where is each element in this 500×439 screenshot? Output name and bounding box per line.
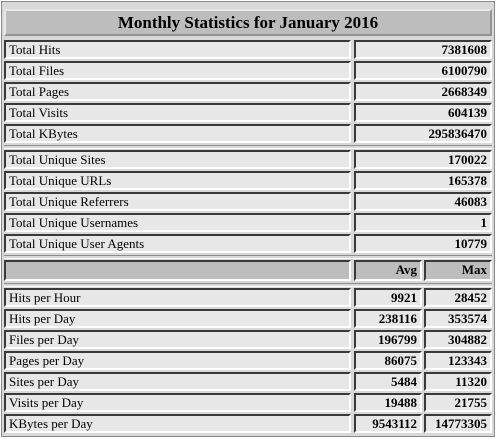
section-divider [4, 255, 492, 259]
unique-sites-value: 170022 [354, 150, 492, 169]
unique-referrers-value: 46083 [354, 192, 492, 211]
table-title: Monthly Statistics for January 2016 [4, 9, 492, 36]
unique-user-agents-value: 10779 [354, 234, 492, 253]
hits-per-day-avg: 238116 [354, 309, 422, 328]
total-kbytes-value: 295836470 [354, 124, 492, 143]
total-hits-label: Total Hits [4, 40, 351, 59]
total-kbytes-label: Total KBytes [4, 124, 351, 143]
total-files-label: Total Files [4, 61, 351, 80]
visits-per-day-max: 21755 [424, 393, 492, 412]
section-divider [4, 145, 492, 149]
unique-sites-label: Total Unique Sites [4, 150, 351, 169]
files-per-day-max: 304882 [424, 330, 492, 349]
files-per-day-label: Files per Day [4, 330, 351, 349]
avg-column-header: Avg [354, 260, 422, 281]
total-files-value: 6100790 [354, 61, 492, 80]
hits-per-day-label: Hits per Day [4, 309, 351, 328]
pages-per-day-max: 123343 [424, 351, 492, 370]
total-pages-label: Total Pages [4, 82, 351, 101]
unique-user-agents-label: Total Unique User Agents [4, 234, 351, 253]
total-hits-value: 7381608 [354, 40, 492, 59]
hits-per-hour-avg: 9921 [354, 288, 422, 307]
total-pages-value: 2668349 [354, 82, 492, 101]
unique-urls-label: Total Unique URLs [4, 171, 351, 190]
sites-per-day-label: Sites per Day [4, 372, 351, 391]
sites-per-day-max: 11320 [424, 372, 492, 391]
sites-per-day-avg: 5484 [354, 372, 422, 391]
total-visits-label: Total Visits [4, 103, 351, 122]
files-per-day-avg: 196799 [354, 330, 422, 349]
visits-per-day-avg: 19488 [354, 393, 422, 412]
hits-per-day-max: 353574 [424, 309, 492, 328]
section-divider [4, 283, 492, 287]
unique-usernames-label: Total Unique Usernames [4, 213, 351, 232]
kbytes-per-day-label: KBytes per Day [4, 414, 351, 433]
pages-per-day-avg: 86075 [354, 351, 422, 370]
visits-per-day-label: Visits per Day [4, 393, 351, 412]
hits-per-hour-label: Hits per Hour [4, 288, 351, 307]
averages-header-blank [4, 260, 351, 281]
pages-per-day-label: Pages per Day [4, 351, 351, 370]
total-visits-value: 604139 [354, 103, 492, 122]
hits-per-hour-max: 28452 [424, 288, 492, 307]
unique-urls-value: 165378 [354, 171, 492, 190]
kbytes-per-day-max: 14773305 [424, 414, 492, 433]
kbytes-per-day-avg: 9543112 [354, 414, 422, 433]
max-column-header: Max [424, 260, 492, 281]
unique-referrers-label: Total Unique Referrers [4, 192, 351, 211]
unique-usernames-value: 1 [354, 213, 492, 232]
